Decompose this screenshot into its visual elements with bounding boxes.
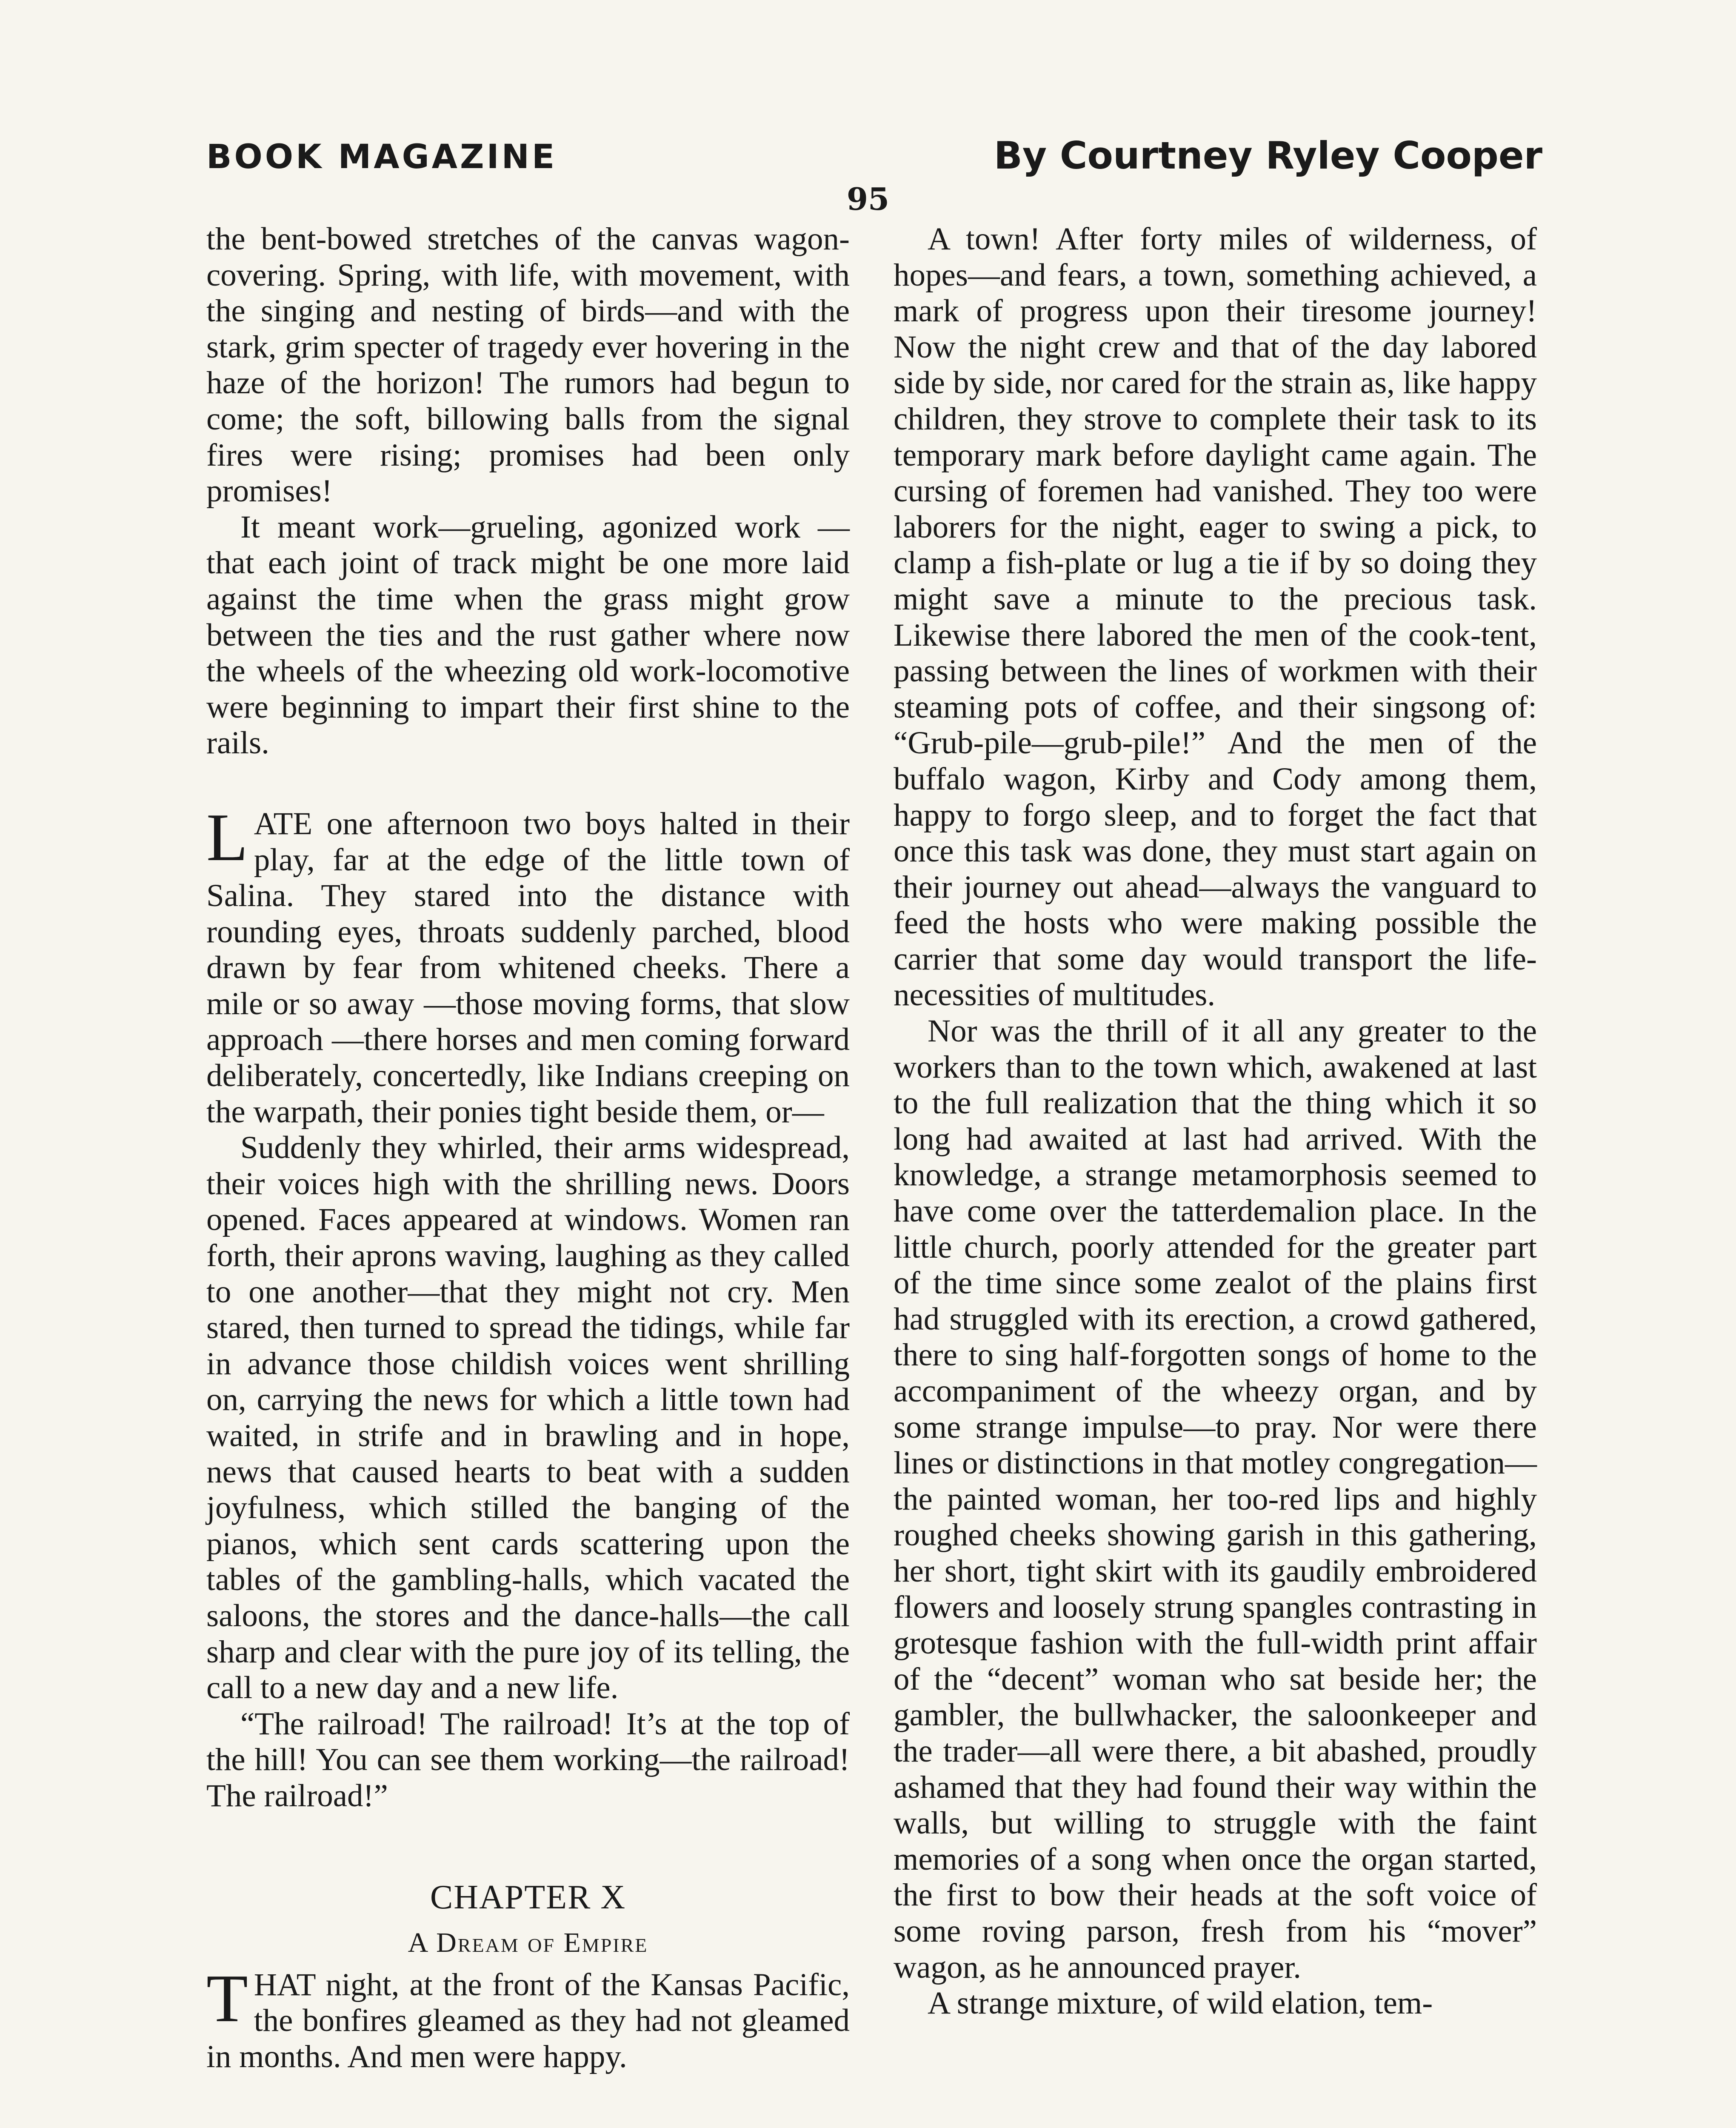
left-column	[206, 221, 850, 2075]
paragraph: the bent-bowed stretches of the canvas wagon-covering. Spring, with life, with movement, with the singing and nesting of birds—and with the stark, grim specter of tragedy ever hovering in the haze of the horizon! The rumors had begun to come; the soft, billowing balls from the signal fires were rising; promises had been only promises!	[206, 221, 850, 509]
chapter-title: CHAPTER X	[430, 1878, 626, 1916]
dropcap-paragraph	[206, 799, 850, 1130]
paragraph: A strange mixture, of wild elation, tem-	[928, 1985, 1433, 2021]
drop-cap: T	[206, 1960, 248, 2036]
paragraph: HAT night, at the front of the Kansas Pacific, the bonfires gleamed as they had not gleamed in months. And men were happy.	[206, 1967, 850, 2074]
page-number: 95	[846, 181, 890, 217]
paragraph: Nor was the thrill of it all any greater to the workers than to the town which, awakened at last to the full realization that the thing which it so long had awaited at last had arrived. With the knowledge, a strange metamorphosis seemed to have come over the tatterdemalion place. In the little church, poorly attended for the greater part of the time since some zealot of the plains first had struggled with its erection, a crowd gathered, there to sing half-forgotten songs of home to the accompaniment of the wheezy organ, and by some strange impulse—to pray. Nor were there lines or distinctions in that motley congregation—the painted woman, her too-red lips and highly roughed cheeks showing garish in this gathering, her short, tight skirt with its gaudily embroidered flowers and loosely strung spangles contrasting in grotesque fashion with the full-width print affair of the “decent” woman who sat beside her; the gambler, the bullwhacker, the saloonkeeper and the trader—all were there, a bit abashed, proudly ashamed that they had found their way within the walls, but willing to struggle with the faint memories of a song when once the organ started, the first to bow their heads at the soft voice of some roving parson, fresh from his “mover” wagon, as he announced prayer.	[894, 1013, 1537, 1985]
running-head-right: By Courtney Ryley Cooper	[994, 134, 1542, 177]
paragraph: It meant work—grueling, agonized work —that each joint of track might be one more laid against the time when the grass might grow between the ties and the rust gather where now the wheels of the wheezing old work-locomotive were beginning to impart their first shine to the rails.	[206, 509, 850, 761]
section-break	[206, 761, 850, 806]
running-head-left: BOOK MAGAZINE	[206, 138, 557, 176]
paragraph: ATE one afternoon two boys halted in their play, far at the edge of the little town of Salina. They stared into the distance with rounding eyes, throats suddenly parched, blood drawn by fear from whitened cheeks. There a mile or so away —those moving forms, that slow approach —there horses and men coming forward deliberately, concertedly, like Indians creeping on the warpath, their ponies tight beside them, or—	[206, 806, 850, 1130]
drop-cap: L	[206, 799, 248, 875]
paragraph: “The railroad! The railroad! It’s at the top of the hill! You can see them working—the railroad! The railroad!”	[206, 1706, 850, 1813]
right-column	[894, 221, 1537, 2022]
paragraph: A town! After forty miles of wilderness, of hopes—and fears, a town, something achieved, a mark of progress upon their tiresome journey! Now the night crew and that of the day labored side by side, nor cared for the strain as, like happy children, they strove to complete their task to its temporary mark before daylight came again. The cursing of foremen had vanished. They too were laborers for the night, eager to swing a pick, to clamp a fish-plate or lug a tie if by so doing they might save a minute to the precious task. Likewise there labored the men of the cook-tent, passing between the lines of workmen with their steaming pots of coffee, and their singsong of: “Grub-pile—grub-pile!” And the men of the buffalo wagon, Kirby and Cody among them, happy to forgo sleep, and to forget the fact that once this task was done, they must start again on their journey out ahead—always the vanguard to feed the hosts who were making possible the carrier that some day would transport the life-necessities of multitudes.	[894, 221, 1537, 1013]
dropcap-paragraph	[206, 1960, 850, 2075]
chapter-subtitle: A Dream of Empire	[408, 1927, 648, 1958]
paragraph: Suddenly they whirled, their arms widespread, their voices high with the shrilling news. Doors opened. Faces appeared at windows. Women ran forth, their aprons waving, laughing as they called to one another—that they might not cry. Men stared, then turned to spread the tidings, while far in advance those childish voices went shrilling on, carrying the news for which a little town had waited, in strife and in brawling and in hope, news that caused hearts to beat with a sudden joyfulness, which stilled the banging of the pianos, which sent cards scattering upon the tables of the gambling-halls, which vacated the saloons, the stores and the dance-halls—the call sharp and clear with the pure joy of its telling, the call to a new day and a new life.	[206, 1130, 850, 1706]
